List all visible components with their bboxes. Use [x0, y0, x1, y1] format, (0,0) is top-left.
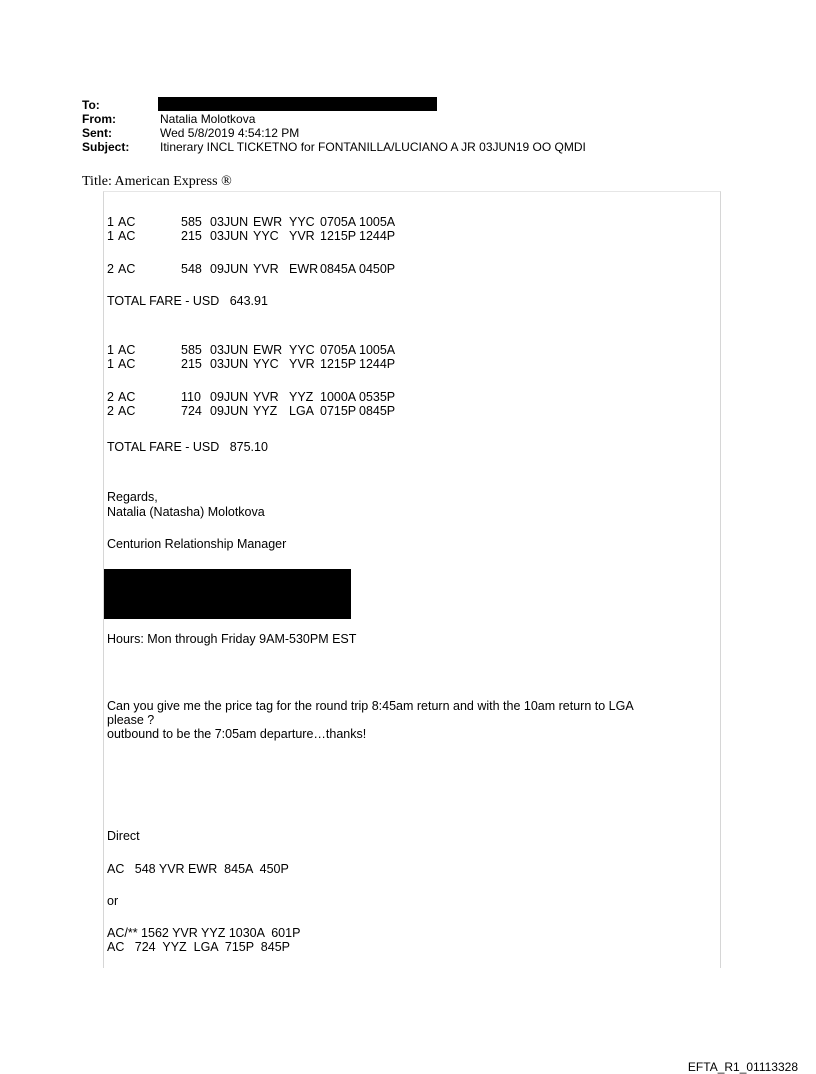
segment-seg: 2	[107, 390, 114, 404]
segment-from: YVR	[253, 390, 279, 404]
segment-seg: 1	[107, 357, 114, 371]
segment-arr: 0535P	[359, 390, 396, 404]
from-value: Natalia Molotkova	[160, 112, 256, 126]
segment-airline: AC	[118, 343, 136, 357]
itinerary-row	[107, 215, 427, 229]
regards-text: Regards,	[107, 490, 158, 504]
segment-seg: 1	[107, 215, 114, 229]
segment-flight: 110	[181, 390, 201, 404]
from-label: From:	[82, 112, 116, 126]
to-label: To:	[82, 98, 100, 112]
signature-name: Natalia (Natasha) Molotkova	[107, 505, 265, 519]
signature-role: Centurion Relationship Manager	[107, 537, 287, 551]
connect-option-2: AC 724 YYZ LGA 715P 845P	[107, 940, 290, 954]
segment-to: YYC	[289, 215, 315, 229]
hours-text: Hours: Mon through Friday 9AM-530PM EST	[107, 632, 357, 646]
segment-seg: 1	[107, 229, 114, 243]
request-line-2: please ?	[107, 713, 155, 727]
direct-label: Direct	[107, 829, 140, 843]
segment-airline: AC	[118, 357, 136, 371]
segment-from: YYC	[253, 229, 279, 243]
segment-to: YVR	[289, 357, 315, 371]
segment-dep: 0715P	[320, 404, 357, 418]
segment-arr: 0845P	[359, 404, 396, 418]
segment-dep: 1215P	[320, 229, 357, 243]
segment-airline: AC	[118, 215, 136, 229]
itinerary-row	[107, 357, 427, 371]
segment-dep: 1215P	[320, 357, 357, 371]
segment-from: YVR	[253, 262, 279, 276]
total-fare-1: TOTAL FARE - USD 643.91	[107, 294, 268, 308]
segment-date: 09JUN	[210, 390, 249, 404]
segment-flight: 215	[181, 229, 202, 243]
segment-airline: AC	[118, 229, 136, 243]
segment-flight: 548	[181, 262, 202, 276]
segment-to: EWR	[289, 262, 319, 276]
segment-arr: 1005A	[359, 343, 396, 357]
sent-label: Sent:	[82, 126, 112, 140]
segment-from: YYC	[253, 357, 279, 371]
segment-date: 03JUN	[210, 343, 249, 357]
segment-flight: 215	[181, 357, 202, 371]
segment-date: 03JUN	[210, 215, 249, 229]
itinerary-row	[107, 262, 427, 276]
request-line-3: outbound to be the 7:05am departure…thanks!	[107, 727, 367, 741]
segment-arr: 1005A	[359, 215, 396, 229]
segment-dep: 0705A	[320, 343, 357, 357]
segment-to: YVR	[289, 229, 315, 243]
itinerary-row	[107, 343, 427, 357]
segment-date: 09JUN	[210, 404, 249, 418]
itinerary-row	[107, 390, 427, 404]
segment-dep: 1000A	[320, 390, 357, 404]
itinerary-row	[107, 229, 427, 243]
redaction-signature-block	[104, 569, 351, 619]
redaction-to	[158, 97, 437, 111]
segment-dep: 0845A	[320, 262, 357, 276]
segment-flight: 585	[181, 343, 202, 357]
segment-arr: 1244P	[359, 229, 396, 243]
segment-airline: AC	[118, 404, 136, 418]
request-line-1: Can you give me the price tag for the round trip 8:45am return and with the 10am return to LGA	[107, 699, 634, 713]
segment-date: 03JUN	[210, 357, 249, 371]
segment-from: EWR	[253, 343, 283, 357]
subject-label: Subject:	[82, 140, 130, 154]
segment-seg: 1	[107, 343, 114, 357]
segment-airline: AC	[118, 262, 136, 276]
segment-date: 09JUN	[210, 262, 249, 276]
segment-seg: 2	[107, 262, 114, 276]
or-label: or	[107, 894, 119, 908]
segment-flight: 724	[181, 404, 202, 418]
segment-from: EWR	[253, 215, 283, 229]
segment-to: YYZ	[289, 390, 314, 404]
document-id: EFTA_R1_01113328	[687, 1060, 798, 1074]
segment-dep: 0705A	[320, 215, 357, 229]
segment-date: 03JUN	[210, 229, 249, 243]
direct-option: AC 548 YVR EWR 845A 450P	[107, 862, 289, 876]
segment-from: YYZ	[253, 404, 278, 418]
segment-arr: 0450P	[359, 262, 396, 276]
segment-seg: 2	[107, 404, 114, 418]
segment-flight: 585	[181, 215, 202, 229]
message-title: Title: American Express ®	[82, 174, 232, 189]
itinerary-row	[107, 404, 427, 418]
total-fare-2: TOTAL FARE - USD 875.10	[107, 440, 268, 454]
sent-value: Wed 5/8/2019 4:54:12 PM	[160, 126, 300, 140]
segment-to: YYC	[289, 343, 315, 357]
segment-arr: 1244P	[359, 357, 396, 371]
segment-to: LGA	[289, 404, 315, 418]
connect-option-1: AC/** 1562 YVR YYZ 1030A 601P	[107, 926, 301, 940]
segment-airline: AC	[118, 390, 136, 404]
subject-value: Itinerary INCL TICKETNO for FONTANILLA/LUCIANO A JR 03JUN19 OO QMDI	[160, 140, 586, 154]
